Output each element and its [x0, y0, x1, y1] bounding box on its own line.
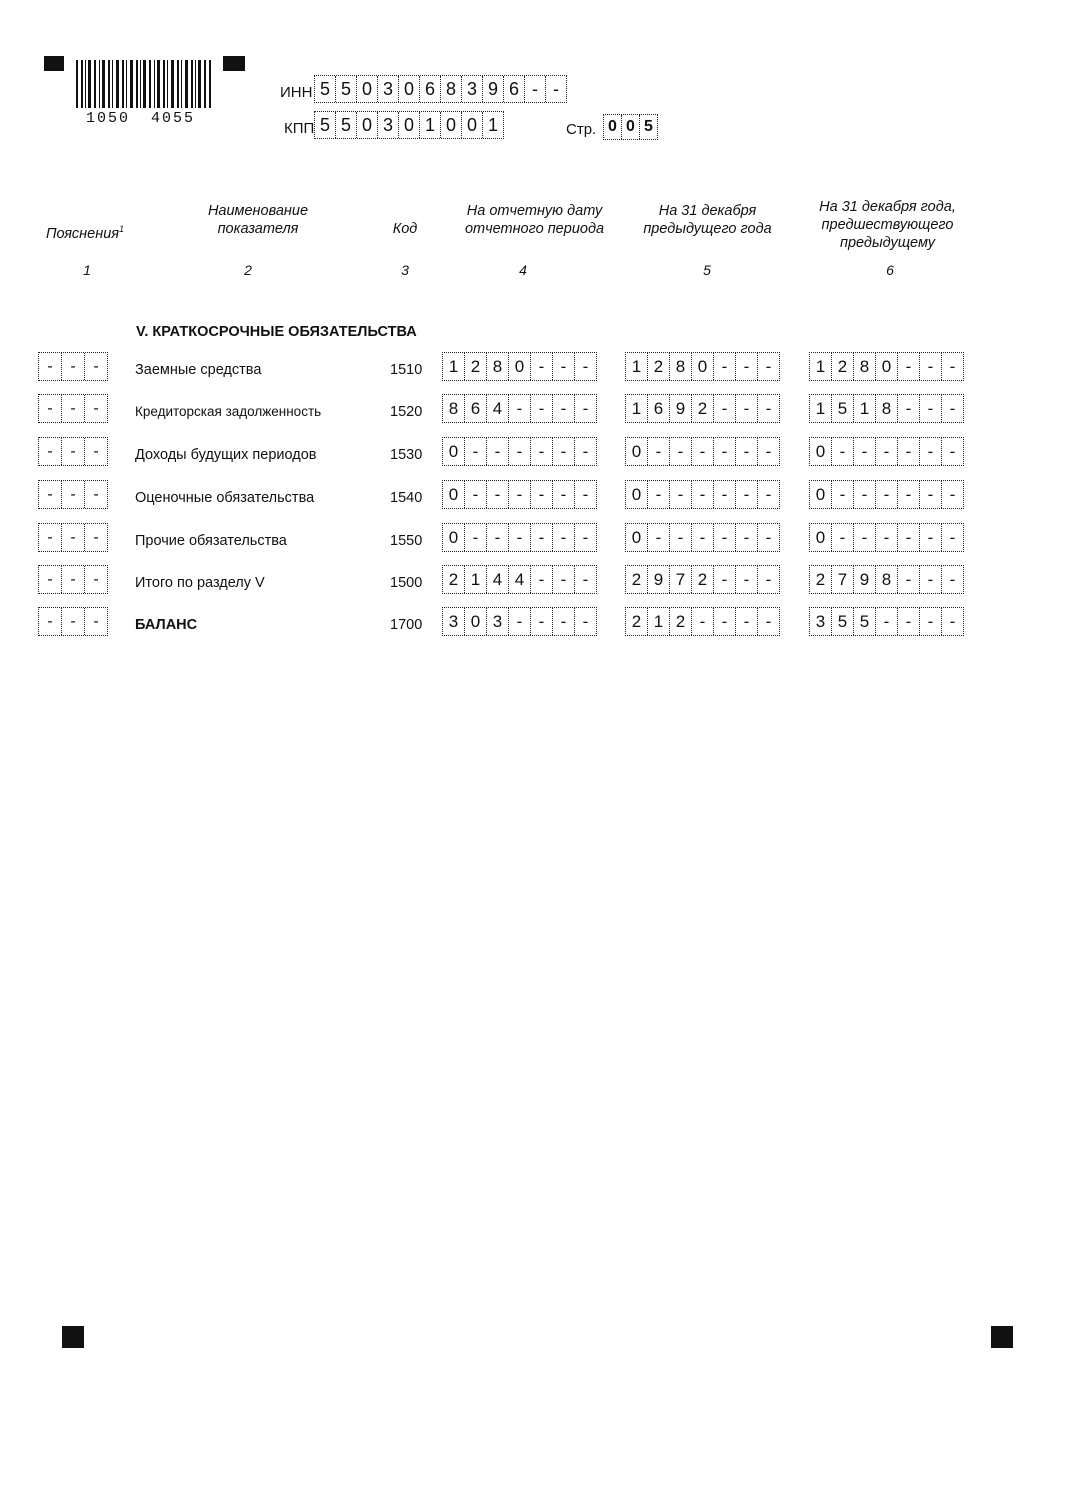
row-name: Заемные средства	[135, 362, 262, 378]
input-cell: -	[487, 481, 509, 508]
input-cell: 8	[441, 76, 462, 102]
input-cell: -	[736, 524, 758, 551]
input-cell: 1	[626, 353, 648, 380]
input-cell: -	[62, 566, 85, 593]
value-pre-prev-year-cells	[809, 394, 964, 423]
input-cell: 1	[648, 608, 670, 635]
input-cell: 0	[399, 76, 420, 102]
input-cell: -	[39, 524, 62, 551]
input-cell: -	[765, 527, 772, 547]
input-cell: -	[714, 353, 736, 380]
input-cell: -	[93, 485, 99, 503]
input-cell: -	[39, 353, 62, 380]
input-cell: -	[832, 524, 854, 551]
input-cell: 7	[832, 566, 854, 593]
input-cell: -	[648, 524, 670, 551]
input-cell: 8	[487, 353, 509, 380]
notes-cells	[38, 352, 108, 381]
registration-mark-top-right	[223, 56, 245, 71]
input-cell: -	[832, 438, 854, 465]
input-cell: -	[93, 399, 99, 417]
column-number-3: 3	[401, 262, 409, 278]
input-cell: 1	[810, 353, 832, 380]
input-cell: -	[765, 356, 772, 376]
input-cell: 0	[462, 112, 483, 138]
input-cell: -	[765, 484, 772, 504]
input-cell: 9	[648, 566, 670, 593]
input-cell: -	[949, 527, 956, 547]
column-number-5: 5	[703, 262, 711, 278]
input-cell: -	[62, 481, 85, 508]
value-pre-prev-year-cells	[809, 523, 964, 552]
input-cell: -	[648, 438, 670, 465]
input-cell: -	[692, 524, 714, 551]
input-cell: -	[670, 481, 692, 508]
input-cell: 4	[487, 395, 509, 422]
input-cell: -	[949, 356, 956, 376]
input-cell: -	[93, 612, 99, 630]
value-prev-year-cells	[625, 607, 780, 636]
input-cell: 2	[692, 395, 714, 422]
input-cell: -	[920, 438, 942, 465]
input-cell: -	[62, 524, 85, 551]
input-cell: -	[487, 438, 509, 465]
input-cell: 0	[622, 115, 640, 139]
row-code: 1550	[390, 533, 423, 549]
input-cell: 5	[336, 112, 357, 138]
input-cell: 3	[443, 608, 465, 635]
input-cell: -	[854, 524, 876, 551]
input-cell: 0	[399, 112, 420, 138]
notes-cells	[38, 437, 108, 466]
input-cell: -	[714, 481, 736, 508]
input-cell: -	[62, 608, 85, 635]
value-current-cells	[442, 480, 597, 509]
input-cell: -	[714, 438, 736, 465]
input-cell: 2	[626, 608, 648, 635]
input-cell: -	[949, 569, 956, 589]
input-cell: -	[465, 524, 487, 551]
input-cell: 3	[810, 608, 832, 635]
input-cell: 1	[487, 114, 498, 135]
input-cell: -	[670, 524, 692, 551]
input-cell: -	[93, 528, 99, 546]
input-cell: -	[62, 438, 85, 465]
value-current-cells	[442, 352, 597, 381]
input-cell: -	[898, 481, 920, 508]
input-cell: 0	[357, 112, 378, 138]
column-header-notes	[30, 220, 140, 243]
input-cell: -	[553, 78, 559, 99]
input-cell: 0	[441, 112, 462, 138]
input-cell: -	[898, 524, 920, 551]
input-cell: -	[531, 481, 553, 508]
input-cell: -	[765, 611, 772, 631]
page-number-cells	[603, 114, 658, 140]
input-cell: 2	[670, 608, 692, 635]
input-cell: 0	[810, 438, 832, 465]
value-prev-year-cells	[625, 480, 780, 509]
input-cell: -	[531, 438, 553, 465]
registration-mark-top-left	[44, 56, 64, 71]
input-cell: -	[898, 438, 920, 465]
barcode	[76, 60, 212, 108]
section-title: V. КРАТКОСРОЧНЫЕ ОБЯЗАТЕЛЬСТВА	[136, 324, 417, 340]
input-cell: -	[465, 481, 487, 508]
column-number-6: 6	[886, 262, 894, 278]
input-cell: -	[949, 398, 956, 418]
input-cell: 5	[315, 112, 336, 138]
input-cell: -	[553, 524, 575, 551]
input-cell: -	[553, 608, 575, 635]
column-header-indicator: Наименование показателя	[207, 203, 309, 237]
input-cell: -	[582, 484, 589, 504]
input-cell: 7	[670, 566, 692, 593]
input-cell: -	[898, 395, 920, 422]
input-cell: 2	[465, 353, 487, 380]
input-cell: -	[509, 608, 531, 635]
input-cell: -	[553, 481, 575, 508]
row-code: 1510	[390, 362, 423, 378]
input-cell: 8	[670, 353, 692, 380]
input-cell: 0	[876, 353, 898, 380]
input-cell: -	[582, 527, 589, 547]
input-cell: 3	[378, 112, 399, 138]
input-cell: 3	[487, 608, 509, 635]
input-cell: -	[714, 524, 736, 551]
input-cell: -	[531, 395, 553, 422]
row-name: Кредиторская задолженность	[135, 404, 322, 419]
column-header-pre-prev-year: На 31 декабря года, предшествующего предыдущему	[819, 199, 956, 251]
input-cell: 0	[443, 524, 465, 551]
input-cell: -	[765, 569, 772, 589]
kpp-label: КПП	[284, 120, 315, 137]
input-cell: -	[509, 438, 531, 465]
input-cell: -	[920, 481, 942, 508]
input-cell: -	[531, 608, 553, 635]
input-cell: -	[39, 566, 62, 593]
input-cell: -	[692, 608, 714, 635]
input-cell: -	[876, 524, 898, 551]
row-name: Прочие обязательства	[135, 533, 287, 549]
column-header-notes-text: Пояснения	[45, 225, 120, 242]
value-current-cells	[442, 607, 597, 636]
input-cell: -	[525, 76, 546, 102]
input-cell: -	[854, 481, 876, 508]
value-current-cells	[442, 565, 597, 594]
input-cell: 2	[443, 566, 465, 593]
value-pre-prev-year-cells	[809, 480, 964, 509]
input-cell: -	[920, 353, 942, 380]
input-cell: -	[920, 608, 942, 635]
input-cell: 4	[509, 566, 531, 593]
row-name: Доходы будущих периодов	[135, 447, 317, 463]
input-cell: -	[509, 481, 531, 508]
input-cell: 3	[378, 76, 399, 102]
input-cell: -	[949, 484, 956, 504]
notes-cells	[38, 480, 108, 509]
input-cell: -	[920, 395, 942, 422]
row-name: Оценочные обязательства	[135, 490, 315, 506]
input-cell: 8	[854, 353, 876, 380]
input-cell: -	[39, 481, 62, 508]
input-cell: 2	[832, 353, 854, 380]
input-cell: 5	[832, 608, 854, 635]
registration-mark-bottom-left	[62, 1326, 84, 1348]
input-cell: 5	[854, 608, 876, 635]
input-cell: -	[736, 438, 758, 465]
input-cell: -	[736, 395, 758, 422]
input-cell: 0	[509, 353, 531, 380]
input-cell: -	[553, 353, 575, 380]
input-cell: -	[714, 566, 736, 593]
input-cell: 2	[810, 566, 832, 593]
row-code: 1700	[390, 617, 423, 633]
input-cell: 1	[443, 353, 465, 380]
input-cell: 6	[465, 395, 487, 422]
kpp-cells	[314, 111, 504, 139]
input-cell: -	[920, 524, 942, 551]
input-cell: 9	[670, 395, 692, 422]
row-code: 1540	[390, 490, 423, 506]
row-code: 1530	[390, 447, 423, 463]
input-cell: -	[93, 357, 99, 375]
column-number-2: 2	[244, 262, 252, 278]
input-cell: -	[876, 438, 898, 465]
input-cell: 8	[876, 395, 898, 422]
input-cell: 0	[692, 353, 714, 380]
input-cell: 0	[443, 438, 465, 465]
input-cell: 0	[604, 115, 622, 139]
input-cell: -	[832, 481, 854, 508]
page-label: Стр.	[566, 121, 597, 138]
row-name: БАЛАНС	[135, 617, 198, 633]
input-cell: 0	[626, 481, 648, 508]
input-cell: 6	[504, 76, 525, 102]
value-pre-prev-year-cells	[809, 565, 964, 594]
input-cell: -	[854, 438, 876, 465]
input-cell: 0	[810, 481, 832, 508]
input-cell: -	[553, 438, 575, 465]
input-cell: -	[648, 481, 670, 508]
value-prev-year-cells	[625, 437, 780, 466]
input-cell: -	[487, 524, 509, 551]
input-cell: -	[765, 398, 772, 418]
input-cell: 0	[465, 608, 487, 635]
input-cell: -	[765, 441, 772, 461]
value-prev-year-cells	[625, 352, 780, 381]
input-cell: -	[736, 353, 758, 380]
input-cell: 6	[648, 395, 670, 422]
input-cell: -	[465, 438, 487, 465]
input-cell: -	[714, 395, 736, 422]
value-pre-prev-year-cells	[809, 437, 964, 466]
input-cell: -	[509, 395, 531, 422]
input-cell: 4	[487, 566, 509, 593]
input-cell: -	[876, 608, 898, 635]
value-prev-year-cells	[625, 523, 780, 552]
input-cell: -	[582, 441, 589, 461]
input-cell: -	[93, 442, 99, 460]
input-cell: 0	[810, 524, 832, 551]
registration-mark-bottom-right	[991, 1326, 1013, 1348]
input-cell: 9	[483, 76, 504, 102]
input-cell: 8	[443, 395, 465, 422]
input-cell: 9	[854, 566, 876, 593]
input-cell: -	[39, 438, 62, 465]
value-prev-year-cells	[625, 394, 780, 423]
footnote-mark: 1	[119, 224, 125, 234]
input-cell: 6	[420, 76, 441, 102]
input-cell: 3	[462, 76, 483, 102]
input-cell: -	[736, 608, 758, 635]
input-cell: 1	[465, 566, 487, 593]
input-cell: 2	[648, 353, 670, 380]
row-code: 1520	[390, 404, 423, 420]
input-cell: -	[531, 353, 553, 380]
input-cell: -	[898, 353, 920, 380]
notes-cells	[38, 394, 108, 423]
input-cell: 0	[626, 438, 648, 465]
column-header-current: На отчетную дату отчетного периода	[464, 203, 605, 237]
input-cell: -	[692, 438, 714, 465]
notes-cells	[38, 565, 108, 594]
input-cell: 1	[810, 395, 832, 422]
input-cell: -	[898, 608, 920, 635]
input-cell: 5	[315, 76, 336, 102]
input-cell: 2	[626, 566, 648, 593]
input-cell: -	[714, 608, 736, 635]
input-cell: -	[692, 481, 714, 508]
input-cell: -	[531, 524, 553, 551]
input-cell: 2	[692, 566, 714, 593]
input-cell: -	[582, 611, 589, 631]
input-cell: -	[93, 570, 99, 588]
input-cell: -	[949, 441, 956, 461]
value-pre-prev-year-cells	[809, 352, 964, 381]
input-cell: -	[39, 395, 62, 422]
input-cell: 5	[644, 118, 653, 135]
input-cell: 1	[420, 112, 441, 138]
input-cell: -	[62, 353, 85, 380]
input-cell: 5	[336, 76, 357, 102]
input-cell: -	[39, 608, 62, 635]
input-cell: -	[736, 481, 758, 508]
input-cell: -	[582, 356, 589, 376]
value-current-cells	[442, 437, 597, 466]
input-cell: 1	[854, 395, 876, 422]
column-number-4: 4	[519, 262, 527, 278]
input-cell: 0	[357, 76, 378, 102]
barcode-number: 1050 4055	[86, 110, 196, 127]
input-cell: -	[582, 398, 589, 418]
input-cell: -	[553, 395, 575, 422]
value-current-cells	[442, 394, 597, 423]
row-code: 1500	[390, 575, 423, 591]
inn-cells	[314, 75, 567, 103]
input-cell: -	[62, 395, 85, 422]
row-name: Итого по разделу V	[135, 575, 265, 591]
input-cell: -	[509, 524, 531, 551]
input-cell: -	[531, 566, 553, 593]
column-number-1: 1	[83, 262, 91, 278]
input-cell: -	[553, 566, 575, 593]
input-cell: -	[876, 481, 898, 508]
input-cell: 8	[876, 566, 898, 593]
notes-cells	[38, 523, 108, 552]
input-cell: -	[920, 566, 942, 593]
value-pre-prev-year-cells	[809, 607, 964, 636]
inn-label: ИНН	[280, 84, 313, 101]
input-cell: 1	[626, 395, 648, 422]
notes-cells	[38, 607, 108, 636]
input-cell: -	[898, 566, 920, 593]
input-cell: 0	[626, 524, 648, 551]
input-cell: -	[670, 438, 692, 465]
column-header-code: Код	[392, 221, 418, 237]
column-header-prev-year: На 31 декабря предыдущего года	[643, 203, 772, 237]
value-prev-year-cells	[625, 565, 780, 594]
input-cell: 5	[832, 395, 854, 422]
value-current-cells	[442, 523, 597, 552]
input-cell: 0	[443, 481, 465, 508]
input-cell: -	[949, 611, 956, 631]
input-cell: -	[582, 569, 589, 589]
input-cell: -	[736, 566, 758, 593]
